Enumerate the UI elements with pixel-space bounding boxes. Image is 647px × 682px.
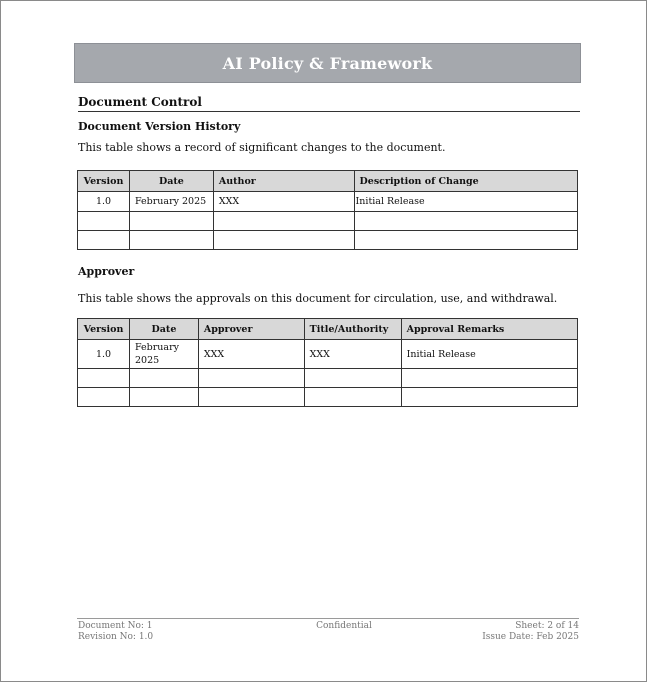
version-history-description: This table shows a record of significant changes to the document. bbox=[78, 141, 446, 154]
column-header-date: Date bbox=[129, 171, 213, 192]
cell-author bbox=[213, 212, 354, 231]
cell-version: 1.0 bbox=[78, 192, 130, 212]
cell-version bbox=[78, 212, 130, 231]
cell-approval-remarks: Initial Release bbox=[401, 340, 577, 369]
cell-approval-remarks bbox=[401, 388, 577, 407]
cell-version bbox=[78, 388, 130, 407]
cell-description: Initial Release bbox=[354, 192, 577, 212]
cell-date bbox=[129, 212, 213, 231]
column-header-version: Version bbox=[78, 319, 130, 340]
cell-title-authority bbox=[304, 369, 401, 388]
cell-version bbox=[78, 369, 130, 388]
cell-version: 1.0 bbox=[78, 340, 130, 369]
column-header-author: Author bbox=[213, 171, 354, 192]
cell-description bbox=[354, 231, 577, 250]
footer-issue-date: Issue Date: Feb 2025 bbox=[482, 632, 579, 642]
version-history-heading: Document Version History bbox=[78, 120, 241, 133]
column-header-title-authority: Title/Authority bbox=[304, 319, 401, 340]
cell-author bbox=[213, 231, 354, 250]
footer-center bbox=[278, 621, 410, 632]
column-header-approver: Approver bbox=[198, 319, 304, 340]
footer-right bbox=[449, 621, 579, 643]
cell-approval-remarks bbox=[401, 369, 577, 388]
cell-date: February 2025 bbox=[129, 192, 213, 212]
approver-heading: Approver bbox=[78, 265, 135, 278]
section-heading-document-control: Document Control bbox=[78, 95, 580, 112]
column-header-approval-remarks: Approval Remarks bbox=[401, 319, 577, 340]
table-row bbox=[78, 192, 578, 212]
cell-date bbox=[129, 231, 213, 250]
cell-title-authority bbox=[304, 388, 401, 407]
table-header-row bbox=[78, 171, 578, 192]
cell-date bbox=[129, 369, 198, 388]
table-row bbox=[78, 340, 578, 369]
table-row bbox=[78, 212, 578, 231]
cell-date: February 2025 bbox=[129, 340, 198, 369]
footer-revision-no: Revision No: 1.0 bbox=[78, 632, 154, 642]
approver-description: This table shows the approvals on this document for circulation, use, and withdrawal. bbox=[78, 292, 558, 305]
approver-table bbox=[77, 318, 578, 407]
cell-title-authority: XXX bbox=[304, 340, 401, 369]
cell-version bbox=[78, 231, 130, 250]
table-row bbox=[78, 369, 578, 388]
cell-date bbox=[129, 388, 198, 407]
footer-document-no: Document No: 1 bbox=[78, 621, 153, 631]
cell-description bbox=[354, 212, 577, 231]
column-header-version: Version bbox=[78, 171, 130, 192]
table-row bbox=[78, 388, 578, 407]
column-header-date: Date bbox=[129, 319, 198, 340]
footer-divider bbox=[77, 618, 579, 619]
table-row bbox=[78, 231, 578, 250]
footer-left bbox=[78, 621, 153, 643]
document-title: AI Policy & Framework bbox=[74, 43, 581, 83]
version-history-table bbox=[77, 170, 578, 250]
cell-approver bbox=[198, 369, 304, 388]
cell-approver: XXX bbox=[198, 340, 304, 369]
column-header-description: Description of Change bbox=[354, 171, 577, 192]
footer-classification: Confidential bbox=[316, 621, 372, 631]
cell-approver bbox=[198, 388, 304, 407]
footer-sheet: Sheet: 2 of 14 bbox=[515, 621, 579, 631]
table-header-row bbox=[78, 319, 578, 340]
cell-author: XXX bbox=[213, 192, 354, 212]
